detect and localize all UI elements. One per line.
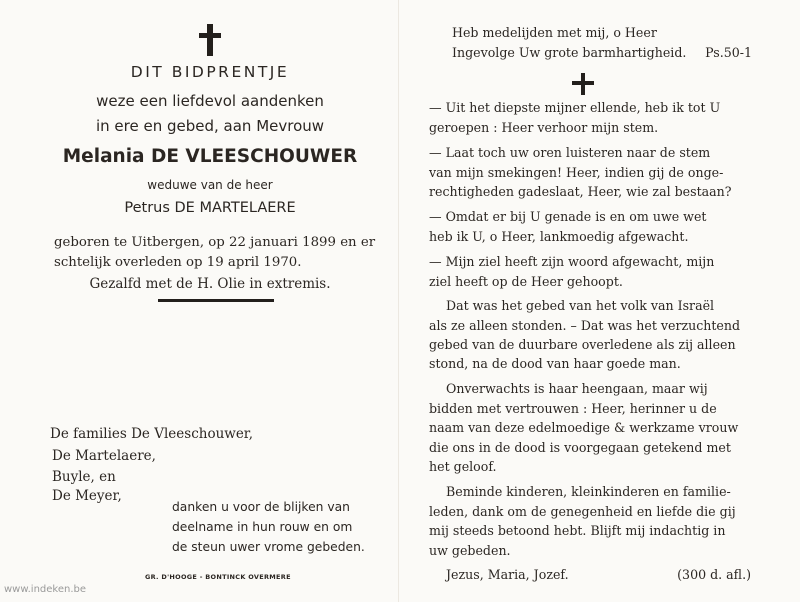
closing-invocation: Jezus, Maria, Jozef.: [446, 567, 569, 582]
watermark: www.indeken.be: [4, 584, 87, 595]
family-line: De Meyer,: [52, 488, 122, 504]
husband-name: Petrus DE MARTELAERE: [124, 200, 296, 216]
prayer-line: stond, na de dood van haar goede man.: [429, 356, 681, 371]
prayer-line: als ze alleen stonden. – Dat was het verzuchtend: [429, 318, 741, 333]
cross-icon: [572, 73, 594, 95]
divider-rule: [158, 299, 274, 302]
prayer-line: het geloof.: [429, 459, 497, 474]
prayer-line: gebed van de duurbare overledene als zij alleen: [429, 337, 736, 352]
cross-icon: [199, 24, 221, 56]
family-line: Buyle, en: [52, 469, 116, 485]
prayer-line: uw gebeden.: [429, 543, 511, 558]
prayer-line: — Mijn ziel heeft zijn woord afgewacht, mijn: [429, 254, 715, 269]
prayer-line: rechtigheden gadeslaat, Heer, wie zal bestaan?: [429, 184, 732, 199]
prayer-line: Dat was het gebed van het volk van Israël: [446, 298, 715, 313]
indulgence-note: (300 d. afl.): [677, 567, 751, 582]
closing-line: [446, 567, 751, 582]
prayer-line: die ons in de dood is voorgegaan getekend met: [429, 440, 731, 455]
prayer-line: naam van deze edelmoedige & werkzame vrouw: [429, 420, 739, 435]
thanks-line: deelname in hun rouw en om: [172, 520, 353, 534]
psalm-quote-text: Ingevolge Uw grote barmhartigheid.: [452, 45, 687, 60]
birth-death-text: [54, 233, 394, 273]
prayer-line: Beminde kinderen, kleinkinderen en familie-: [446, 484, 731, 499]
widow-of-label: weduwe van de heer: [147, 178, 273, 192]
prayer-line: leden, dank om de genegenheid en liefde die gij: [429, 504, 736, 519]
prayer-line: Onverwachts is haar heengaan, maar wij: [446, 381, 708, 396]
prayer-line: van mijn smekingen! Heer, indien gij de onge-: [429, 165, 724, 180]
prayer-line: ziel heeft op de Heer gehoopt.: [429, 274, 623, 289]
thanks-line: de steun uwer vrome gebeden.: [172, 540, 365, 554]
card-title: DIT BIDPRENTJE: [130, 63, 290, 81]
printer-credit: GR. D'HOOGE - BONTINCK OVERMERE: [145, 573, 291, 581]
anointed-line: Gezalfd met de H. Olie in extremis.: [89, 276, 331, 292]
dedication-line-1: weze een liefdevol aandenken: [96, 92, 324, 110]
family-line: De families De Vleeschouwer,: [50, 426, 254, 442]
deceased-name: Melania DE VLEESCHOUWER: [62, 146, 358, 167]
psalm-reference: Ps.50-1: [705, 45, 752, 60]
death-line: schtelijk overleden op 19 april 1970.: [54, 255, 302, 270]
birth-line: geboren te Uitbergen, op 22 januari 1899 en er: [54, 235, 376, 250]
prayer-line: bidden met vertrouwen : Heer, herinner u de: [429, 401, 717, 416]
fold-line: [398, 0, 399, 602]
family-line: De Martelaere,: [52, 448, 156, 464]
prayer-line: geroepen : Heer verhoor mijn stem.: [429, 120, 659, 135]
prayer-line: — Omdat er bij U genade is en om uwe wet: [429, 209, 707, 224]
thanks-line: danken u voor de blijken van: [172, 500, 350, 514]
psalm-quote-line-1: Heb medelijden met mij, o Heer: [452, 25, 657, 40]
prayer-line: — Laat toch uw oren luisteren naar de stem: [429, 145, 711, 160]
psalm-quote-line-2: [452, 45, 752, 60]
prayer-line: heb ik U, o Heer, lankmoedig afgewacht.: [429, 229, 689, 244]
prayer-line: — Uit het diepste mijner ellende, heb ik tot U: [429, 100, 721, 115]
prayer-line: mij steeds betoond hebt. Blijft mij indachtig in: [429, 523, 726, 538]
dedication-line-2: in ere en gebed, aan Mevrouw: [95, 117, 325, 135]
